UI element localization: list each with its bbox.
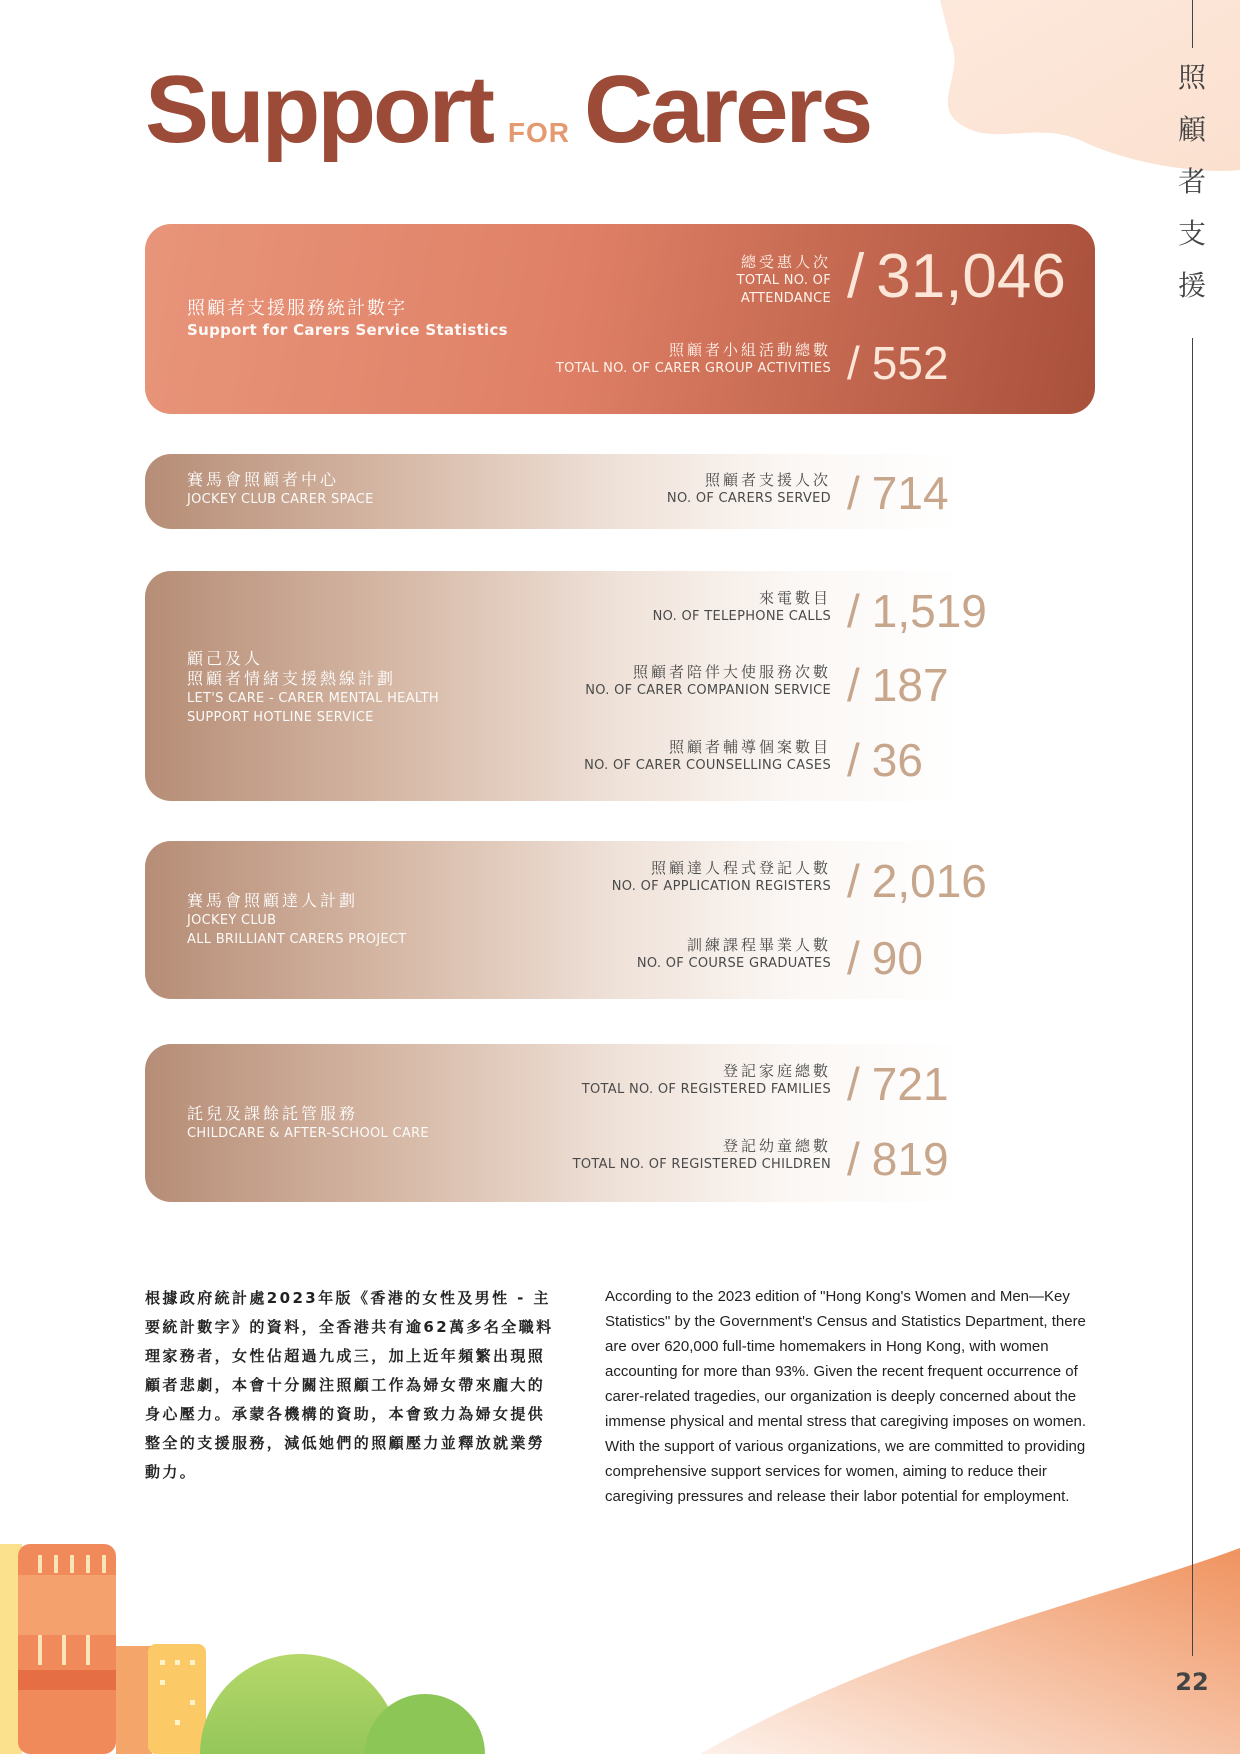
stat-companion-service	[145, 659, 1095, 722]
stat-counselling-cases	[145, 734, 1095, 797]
stat-total-attendance	[145, 242, 1095, 312]
stat-label-zh: 登記家庭總數	[722, 1062, 831, 1080]
stat-label-en: TOTAL NO. OF REGISTERED CHILDREN	[572, 1157, 831, 1172]
carer-space-card	[145, 454, 1095, 529]
title-for: FOR	[507, 117, 571, 148]
stat-label-zh: 總受惠人次	[740, 253, 831, 271]
card-label-en: SUPPORT HOTLINE SERVICE	[187, 710, 374, 725]
card-label-zh: 託兒及課餘託管服務	[187, 1104, 359, 1123]
side-char: 者	[1177, 165, 1206, 198]
stat-label-en: ATTENDANCE	[740, 291, 831, 306]
side-char: 照	[1177, 61, 1206, 94]
slash: /	[847, 1058, 860, 1110]
card-label-en: Support for Carers Service Statistics	[187, 321, 508, 339]
stat-value: 31,046	[876, 242, 1066, 311]
title-support: Support	[145, 56, 492, 163]
side-char: 援	[1177, 269, 1206, 302]
stat-value: 90	[871, 932, 923, 984]
slash: /	[847, 1133, 860, 1185]
card-label-en: ALL BRILLIANT CARERS PROJECT	[187, 932, 407, 947]
stat-value: 36	[871, 734, 923, 786]
stat-label-en: TOTAL NO. OF CARER GROUP ACTIVITIES	[555, 361, 831, 376]
body-paragraph-zh: 根據政府統計處2023年版《香港的女性及男性 - 主要統計數字》的資料，全香港共有逾62萬多名全職料理家務者，女性佔超過九成三，加上近年頻繁出現照顧者悲劇，本會十分關注照顧工作為婦女帶來龐大的身心壓力。承蒙各機構的資助，本會致力為婦女提供整全的支援服務，減低她們的照顧壓力並釋放就業勞動力。	[145, 1289, 554, 1481]
stat-label-zh: 照顧達人程式登記人數	[650, 859, 831, 877]
bottom-right-wave	[700, 1548, 1240, 1754]
stat-label-en: NO. OF CARER COUNSELLING CASES	[584, 758, 831, 773]
stat-label-en: NO. OF APPLICATION REGISTERS	[611, 879, 831, 894]
stat-label-en: NO. OF CARERS SERVED	[666, 491, 831, 506]
card-label-zh: 顧己及人	[187, 649, 264, 668]
side-char: 支	[1177, 217, 1206, 250]
side-rule-top	[1192, 0, 1193, 48]
title-carers: Carers	[584, 56, 871, 163]
card-label-zh: 照顧者支援服務統計數字	[187, 298, 407, 319]
card-label-en: CHILDCARE & AFTER-SCHOOL CARE	[187, 1126, 429, 1141]
stat-label-en: NO. OF CARER COMPANION SERVICE	[585, 683, 831, 698]
stat-registered-families	[145, 1058, 1095, 1121]
stat-value: 721	[871, 1058, 949, 1110]
stat-value: 2,016	[871, 855, 987, 907]
card-label-en: LET'S CARE - CARER MENTAL HEALTH	[187, 691, 439, 706]
stat-label-zh: 照顧者陪伴大使服務次數	[632, 663, 831, 681]
service-statistics-card	[145, 224, 1095, 414]
card-label-zh: 照顧者情緒支援熱線計劃	[187, 669, 397, 688]
stat-application-registers	[145, 855, 1095, 918]
slash: /	[847, 659, 860, 711]
building-illustration	[0, 1544, 206, 1754]
stat-label-zh: 照顧者輔導個案數目	[668, 738, 831, 756]
side-vertical-title	[1172, 60, 1212, 304]
stat-label-zh: 訓練課程畢業人數	[686, 936, 831, 954]
childcare-card	[145, 1044, 1095, 1202]
stat-carers-served	[145, 467, 1095, 529]
stat-label-en: NO. OF TELEPHONE CALLS	[652, 609, 831, 624]
hotline-card	[145, 571, 1095, 801]
stat-label-en: TOTAL NO. OF REGISTERED FAMILIES	[581, 1082, 831, 1097]
stat-label-en: TOTAL NO. OF	[736, 273, 831, 288]
page-title	[145, 56, 871, 170]
slash: /	[847, 337, 860, 389]
stat-value: 714	[871, 467, 949, 519]
stat-label-zh: 照顧者支援人次	[704, 471, 831, 489]
stat-value: 552	[871, 337, 949, 389]
slash: /	[847, 585, 860, 637]
side-rule-bottom	[1192, 338, 1193, 1656]
brilliant-carers-card	[145, 841, 1095, 999]
stat-group-activities	[145, 337, 1095, 400]
side-char: 顧	[1177, 113, 1206, 146]
card-label-zh: 賽馬會照顧達人計劃	[187, 891, 359, 910]
slash: /	[847, 734, 860, 786]
slash: /	[847, 242, 865, 311]
slash: /	[847, 932, 860, 984]
stat-value: 187	[871, 659, 949, 711]
slash: /	[847, 855, 860, 907]
stat-course-graduates	[145, 932, 1095, 995]
slash: /	[847, 467, 860, 519]
stat-telephone-calls	[145, 585, 1095, 648]
stat-value: 1,519	[871, 585, 987, 637]
card-label-en: JOCKEY CLUB CARER SPACE	[187, 492, 374, 507]
stat-label-zh: 登記幼童總數	[722, 1137, 831, 1155]
stat-label-en: NO. OF COURSE GRADUATES	[636, 956, 831, 971]
stat-value: 819	[871, 1133, 949, 1185]
stat-label-zh: 照顧者小組活動總數	[668, 341, 831, 359]
body-paragraph-en: According to the 2023 edition of "Hong Kong's Women and Men—Key Statistics" by the Government's Census and Statistics Department, there are over 620,000 full-time homemakers in Hong Kong, with women accounting for more than 93%. Given the recent frequent occurrence of carer-related tragedies, our organization is deeply concerned about the immense physical and mental stress that caregiving imposes on women. With the support of various organizations, we are committed to providing comprehensive support services for women, aiming to reduce their caregiving pressures and release their labor potential for employment.	[605, 1288, 1087, 1505]
card-label-zh: 賽馬會照顧者中心	[187, 470, 340, 489]
stat-label-zh: 來電數目	[758, 589, 831, 607]
page-number: 22	[1175, 1668, 1209, 1696]
card-label-en: JOCKEY CLUB	[187, 913, 277, 928]
